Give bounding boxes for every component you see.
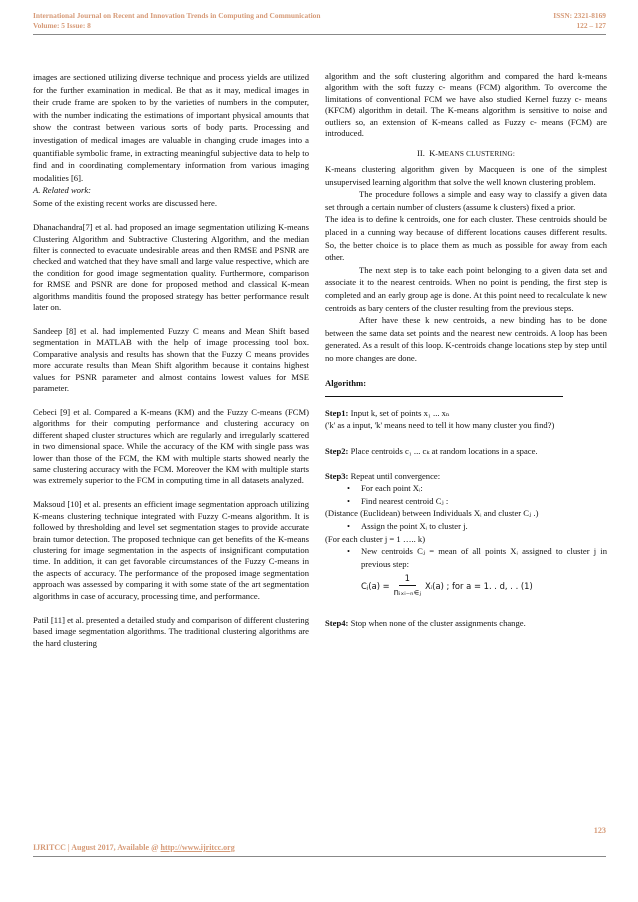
list-item: • New centroids Cⱼ = mean of all points Xᵢ assigned to cluster j in previous step: <box>361 545 607 570</box>
formula-fraction: $\frac{1}{\text{nᵢₓᵢ₋ₙ∊ⱼ}}$ <box>393 573 421 598</box>
footer: IJRITCC | August 2017, Available @ http://www.ijritcc.org <box>33 843 235 852</box>
step1: Step1: Input k, set of points x₁ ... xₙ <box>325 407 450 418</box>
footer-rule <box>33 856 606 857</box>
step1-note: ('k' as a input, 'k' means need to tell it how many cluster you find?) <box>325 420 555 431</box>
list-item: • For each point Xᵢ: <box>361 482 607 495</box>
each-cluster-note: (For each cluster j = 1 ….. k) <box>325 533 426 544</box>
list-item: • Find nearest centroid Cⱼ : <box>361 495 607 508</box>
algorithm-heading: Algorithm: <box>325 378 367 389</box>
step2: Step2: Place centroids c₁ ... cₖ at random locations in a space. <box>325 445 538 456</box>
step3: Step3: Repeat until convergence: <box>325 470 441 481</box>
footer-link[interactable]: http://www.ijritcc.org <box>160 843 235 852</box>
section-heading: II. K-MEANS CLUSTERING: <box>416 148 516 159</box>
paragraph-patil: Patil [11] et al. presented a detailed study and comparison of different clustering based image segmentation algorithms. The traditional clustering algorithms are the hard clustering <box>33 614 309 648</box>
volume-issue: Volume: 5 Issue: 8 <box>33 21 91 30</box>
next-step-paragraph: The next step is to take each point belonging to a given data set and associate it to the nearest centroids. When no point is pending, the first step is completed and an early group age is done. At this point need to recalculate k new centroids as bary centers of the cluster resulting from the previous steps. <box>325 264 607 313</box>
procedure-paragraph: The procedure follows a simple and easy way to classify a given data set through a certain number of clusters (assume k clusters) fixed a prior. <box>325 189 607 212</box>
paragraph-sandeep: Sandeep [8] et al. had implemented Fuzzy C means and Mean Shift based segmentation in MATLAB with the help of image processing tool box. Comparative analysis and results has shown that the Fuzzy C means provides more accurate results than Mean Shift algorithm because it contains highest values for PSNR parameter and almost contains lowest values for MSE parameter. <box>33 325 309 393</box>
list-item: • Assign the point Xᵢ to cluster j. <box>361 520 607 533</box>
paragraph-cebeci: Cebeci [9] et al. Compared a K-means (KM) and the Fuzzy C-means (FCM) algorithms for their computing performance and clustering accuracy on different shaped cluster structures which are regularly and irregularly scattered in two dimensional space. While the accuracy of the KM with single pass was lower than those of the FCM, the KM with multiple starts showed nearly the same clustering accuracy with the FCM. Moreover the KM with multiple starts was extremely superior to the FCM in computing time in all datasets analyzed. <box>33 407 309 486</box>
paragraph-maksoud: Maksoud [10] et al. presents an efficient image segmentation approach utilizing K-means clustering technique integrated with Fuzzy C-means algorithm. It is followed by thresholding and level set segmentation stages to provide accurate brain tumor detection. The proposed technique can get benefits of the K-means clustering for image segmentation in the aspects of insignificant computation time. In addition, it can get favorable circumstances of the Fuzzy C-means in the aspects of accuracy. The performance of the proposed image segmentation approach was assessed by comparing it with some state of the art segmentation algorithms in case of accuracy, processing time, and performance. <box>33 499 309 601</box>
paragraph-dhanachandra: Dhanachandra[7] et al. had proposed an image segmentation utilizing K-means Clustering Algorithm and Subtractive Clustering Algorithm, and the median filter is connected to evacuate undesirable areas and then RMSE and PSNR are checked and watched that they have small and large value respective, which are the condition for good image segmentation quality. Furthermore, comparison for RMSE and PSNR are done for proposed method and classical K-mean algorithms manditis found the proposed strategy has better performance result later on. <box>33 222 309 312</box>
section-number: II. <box>416 148 425 159</box>
header-right <box>553 11 606 31</box>
page-number: 123 <box>593 826 606 835</box>
new-centroids-paragraph: After have these k new centroids, a new binding has to be done between the same data set points and the nearest new centroids. A loop has been generated. As a result of this loop. K-centroids change locations step by step until no more changes are done. <box>325 315 607 363</box>
journal-title: International Journal on Recent and Innovation Trends in Computing and Communication <box>33 11 321 20</box>
section-title: -MEANS CLUSTERING: <box>435 150 516 159</box>
formula-lhs: Cⱼ(a) = <box>361 580 390 591</box>
algorithm-rule <box>325 396 563 397</box>
step3-list <box>325 482 607 507</box>
related-work-heading: A. Related work: <box>33 185 91 196</box>
idea-paragraph: The idea is to define k centroids, one for each cluster. These centroids should be placed in a cunning way because of different locations causes different results. So, the better choice is to place them as much as possible for away from each other. <box>325 214 607 263</box>
running-header <box>33 11 606 31</box>
distance-note: (Distance (Euclidean) between Individuals Xᵢ and cluster Cⱼ .) <box>325 508 539 519</box>
step4: Step4: Stop when none of the cluster assignments change. <box>325 618 526 629</box>
formula-rhs: Xᵢ(a) ; for a = 1. . d, . . (1) <box>424 580 533 591</box>
related-work-intro: Some of the existing recent works are discussed here. <box>33 197 217 208</box>
header-rule <box>33 34 606 35</box>
centroid-formula <box>325 573 607 598</box>
kmeans-intro: K-means clustering algorithm given by Macqueen is one of the simplest unsupervised learning algorithm that solve the well known clustering problem. <box>325 164 607 187</box>
page-range: 122 – 127 <box>576 21 606 30</box>
right-column <box>325 71 607 630</box>
intro-paragraph: images are sectioned utilizing diverse technique and process yields are utilized for the further examination in medical. Be that as it may, medical images in their crude frame are spoken to by the varieties of numbers in the computer, with the number indicating the estimations of important physical amounts that show the contrast between various sorts of body parts. Processing and investigation of medical images are valuable in changing crude images into a quantifiable symbolic frame, in extracting meaningful subjective data to help to find and in coordinating complementary information from various imaging modalities [6]. <box>33 72 309 183</box>
paragraph-fcm: algorithm and the soft clustering algorithm and compared the hard k-means algorithm with the soft fuzzy c- means (FCM) algorithm. To overcome the limitations of conventional FCM we have also studied Kernel fuzzy c- means (KFCM) algorithm in detail. The K-means algorithm is sensitive to noise and outliers so, an extension of K-means called as Fuzzy c- means (FCM) are introduced. <box>325 71 607 139</box>
issn: ISSN: 2321-8169 <box>553 11 606 20</box>
left-column <box>33 71 309 649</box>
